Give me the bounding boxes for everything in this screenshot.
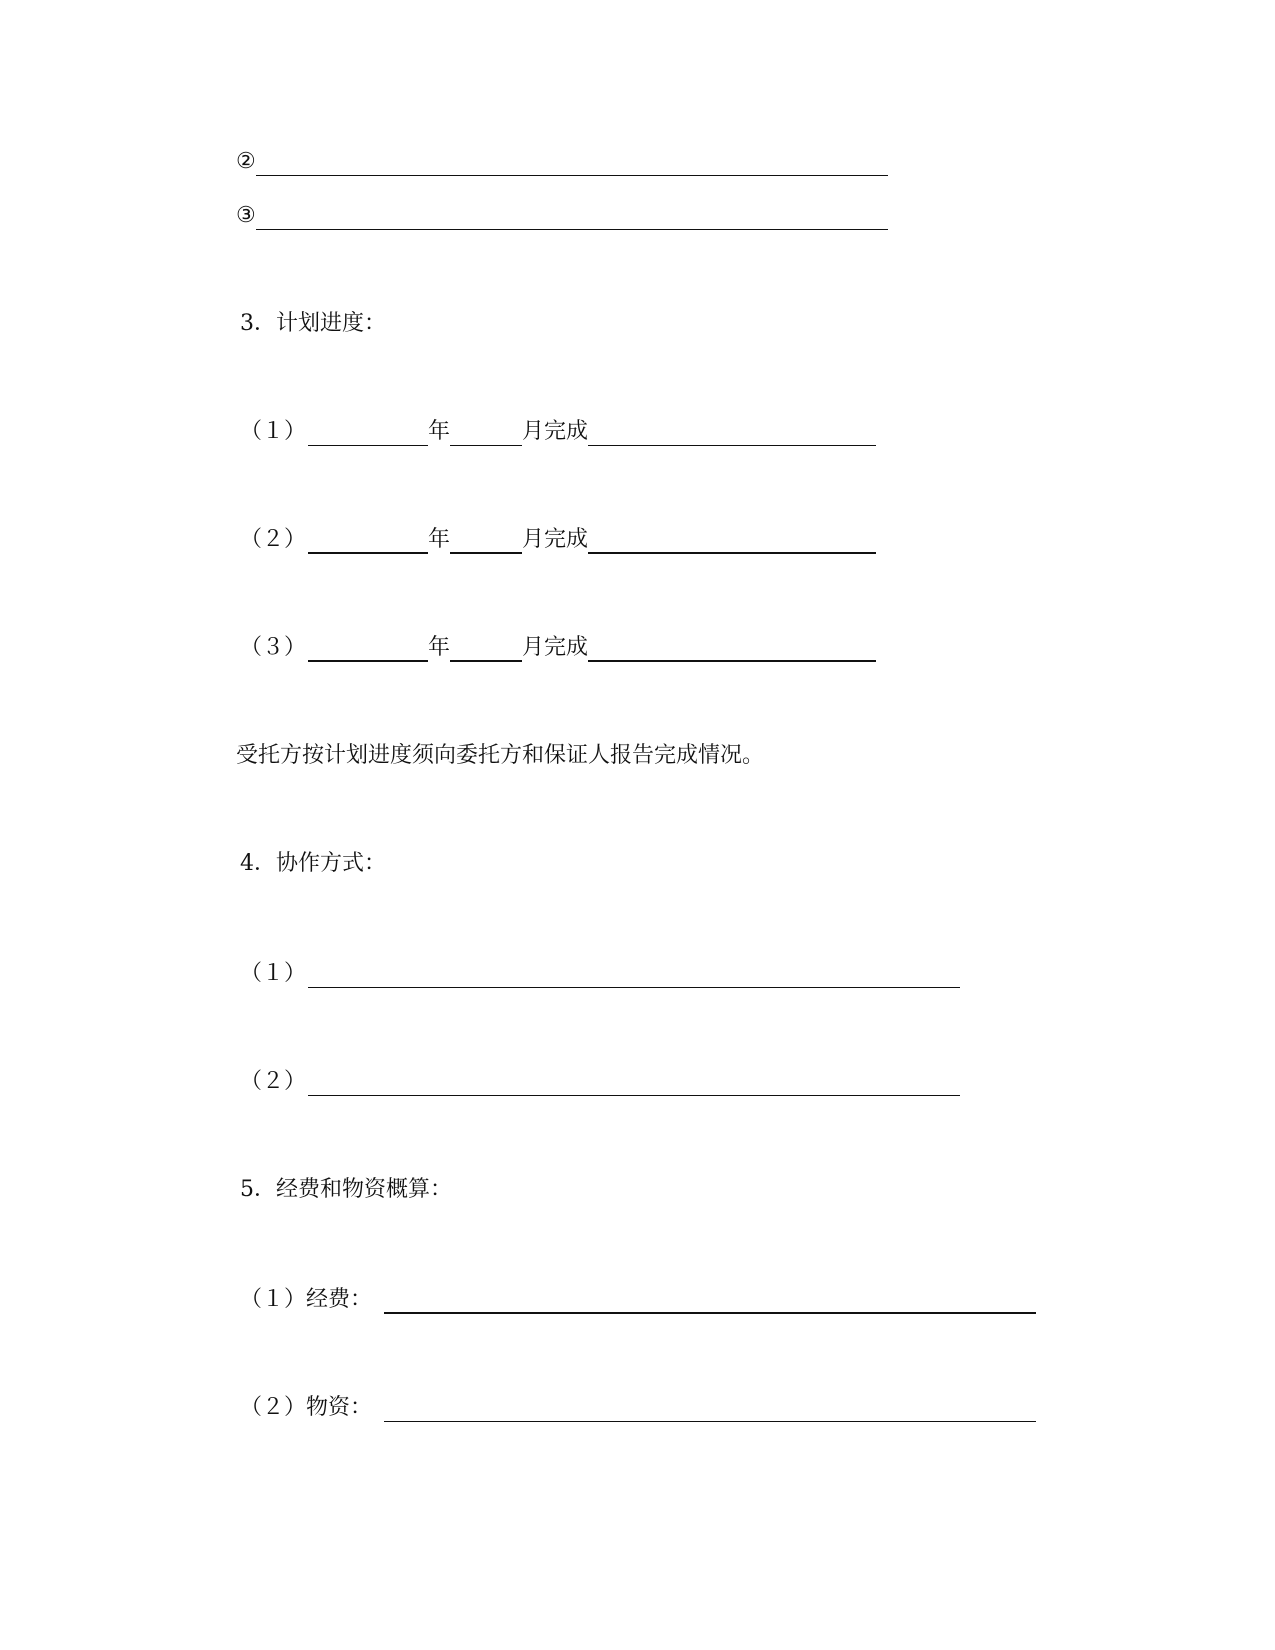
schedule-row-2 bbox=[240, 526, 876, 554]
section-4-heading: 4．协作方式： bbox=[240, 851, 386, 876]
section-5-heading: 5．经费和物资概算： bbox=[240, 1177, 452, 1202]
month-label: 月完成 bbox=[522, 527, 589, 552]
row-prefix: （１） bbox=[240, 419, 307, 444]
year-label: 年 bbox=[428, 527, 451, 552]
row-prefix: （２） bbox=[240, 527, 307, 552]
row-prefix: （１） bbox=[240, 961, 307, 986]
month-label: 月完成 bbox=[522, 419, 589, 444]
task-blank[interactable] bbox=[588, 528, 876, 554]
item-2-blank[interactable] bbox=[256, 151, 888, 176]
task-blank[interactable] bbox=[588, 421, 876, 446]
row-prefix: （２） bbox=[240, 1069, 307, 1094]
cooperation-blank[interactable] bbox=[308, 1071, 960, 1096]
cooperation-blank[interactable] bbox=[308, 963, 960, 988]
cooperation-row-2 bbox=[240, 1068, 960, 1096]
schedule-row-3 bbox=[240, 634, 876, 662]
item-marker: ② bbox=[236, 149, 256, 174]
row-prefix: （２）物资： bbox=[240, 1395, 373, 1420]
cooperation-row-1 bbox=[240, 960, 960, 988]
month-label: 月完成 bbox=[522, 635, 589, 660]
year-label: 年 bbox=[428, 419, 451, 444]
item-3-blank[interactable] bbox=[256, 205, 888, 230]
item-2-line bbox=[236, 148, 888, 176]
section-3-heading: 3．计划进度： bbox=[240, 311, 386, 336]
schedule-note: 受托方按计划进度须向委托方和保证人报告完成情况。 bbox=[236, 743, 765, 768]
year-blank[interactable] bbox=[308, 421, 428, 446]
row-prefix: （３） bbox=[240, 635, 307, 660]
year-label: 年 bbox=[428, 635, 451, 660]
item-3-line bbox=[236, 202, 888, 230]
year-blank[interactable] bbox=[308, 636, 428, 662]
year-blank[interactable] bbox=[308, 528, 428, 554]
schedule-row-1 bbox=[240, 418, 876, 446]
task-blank[interactable] bbox=[588, 636, 876, 662]
materials-blank[interactable] bbox=[384, 1397, 1036, 1422]
month-blank[interactable] bbox=[450, 421, 522, 446]
row-prefix: （１）经费： bbox=[240, 1287, 373, 1312]
budget-row-materials bbox=[240, 1394, 1036, 1422]
month-blank[interactable] bbox=[450, 528, 522, 554]
funds-blank[interactable] bbox=[384, 1288, 1036, 1314]
item-marker: ③ bbox=[236, 203, 256, 228]
budget-row-funds bbox=[240, 1286, 1036, 1314]
month-blank[interactable] bbox=[450, 636, 522, 662]
